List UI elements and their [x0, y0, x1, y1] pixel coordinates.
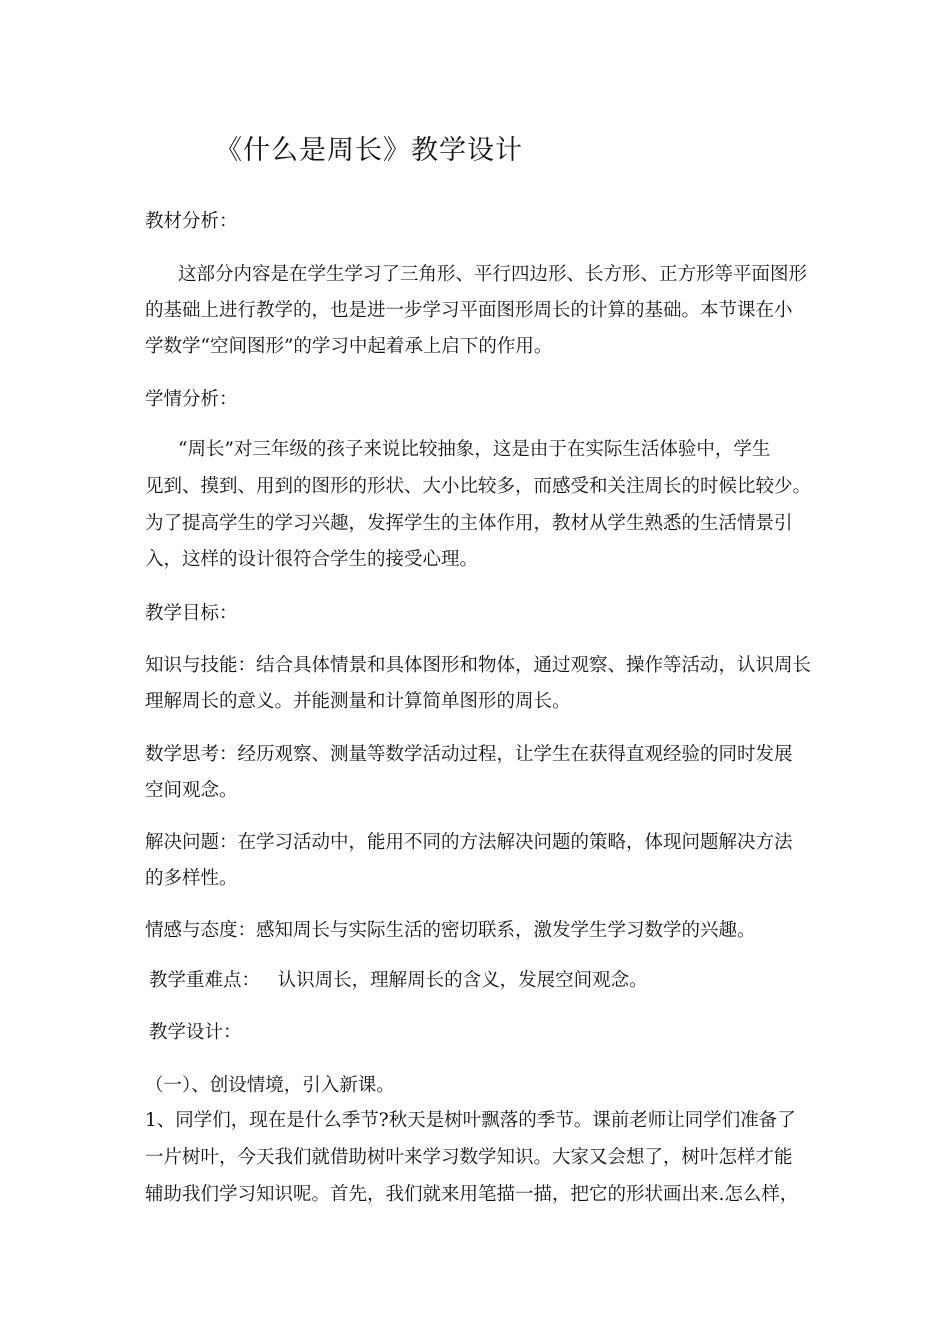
goal-attitude-line: 情感与态度：感知周长与实际生活的密切联系，激发学生学习数学的兴趣。 [145, 920, 756, 941]
student-line-3: 为了提高学生的学习兴趣，发挥学生的主体作用，教材从学生熟悉的生活情景引 [145, 513, 793, 534]
key-points-line: 教学重难点： 认识周长，理解周长的含义，发展空间观念。 [149, 970, 648, 991]
student-line-4: 入，这样的设计很符合学生的接受心理。 [145, 549, 479, 570]
student-analysis-heading: 学情分析： [145, 389, 238, 410]
step-one-heading: （一）、创设情境，引入新课。 [145, 1075, 395, 1096]
teaching-design-heading: 教学设计： [149, 1022, 242, 1043]
material-line-2: 的基础上进行教学的，也是进一步学习平面图形周长的计算的基础。本节课在小 [145, 300, 793, 321]
goal-thinking-line-2: 空间观念。 [145, 780, 238, 801]
step-one-line-3: 辅助我们学习知识呢。首先，我们就来用笔描一描，把它的形状画出来.怎么样， [145, 1184, 799, 1205]
material-analysis-heading: 教材分析： [145, 211, 238, 232]
goal-knowledge-line-1: 知识与技能：结合具体情景和具体图形和物体，通过观察、操作等活动，认识周长 [145, 655, 812, 676]
document-title: 《什么是周长》教学设计 [215, 135, 523, 166]
step-one-line-2: 一片树叶，今天我们就借助树叶来学习数学知识。大家又会想了，树叶怎样才能 [145, 1147, 793, 1168]
goal-thinking-line-1: 数学思考：经历观察、测量等数学活动过程，让学生在获得直观经验的同时发展 [145, 744, 793, 765]
student-line-1: “周长”对三年级的孩子来说比较抽象，这是由于在实际生活体验中，学生 [178, 439, 771, 460]
goal-problem-line-1: 解决问题：在学习活动中，能用不同的方法解决问题的策略，体现问题解决方法 [145, 832, 793, 853]
material-line-1: 这部分内容是在学生学习了三角形、平行四边形、长方形、正方形等平面图形 [178, 264, 808, 285]
teaching-goals-heading: 教学目标： [145, 603, 238, 624]
goal-knowledge-line-2: 理解周长的意义。并能测量和计算简单图形的周长。 [145, 691, 571, 712]
student-line-2: 见到、摸到、用到的图形的形状、大小比较多，而感受和关注周长的时候比较少。 [145, 476, 812, 497]
step-one-line-1: 1、同学们，现在是什么季节?秋天是树叶飘落的季节。课前老师让同学们准备了 [145, 1110, 796, 1131]
material-line-3: 学数学“空间图形”的学习中起着承上启下的作用。 [145, 336, 553, 357]
goal-problem-line-2: 的多样性。 [145, 868, 238, 889]
